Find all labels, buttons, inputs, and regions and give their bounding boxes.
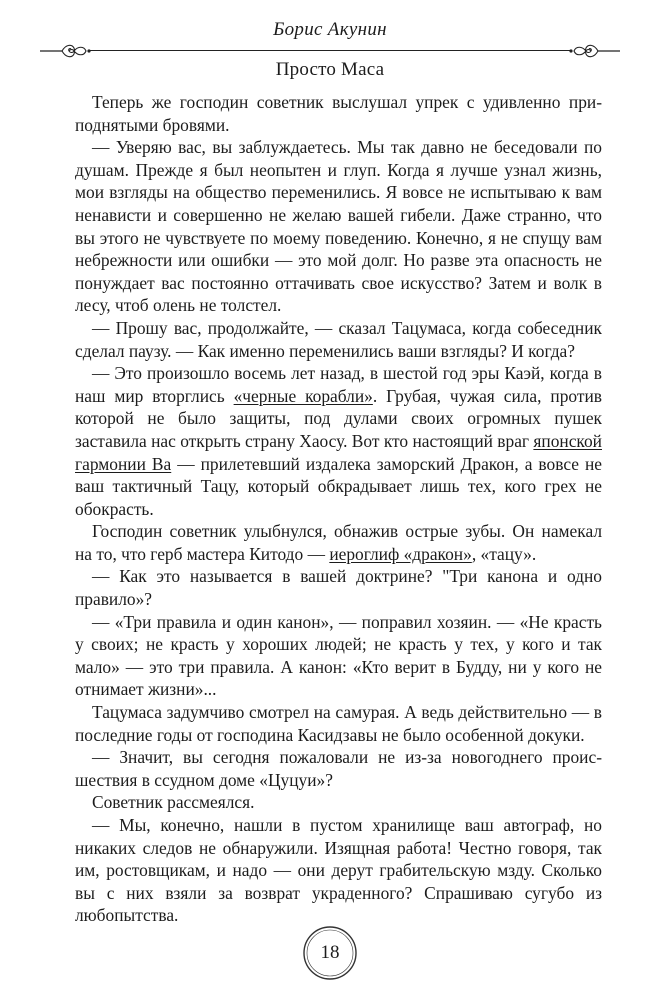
text-run: — Мы, конечно, нашли в пустом хранилище ваш автограф, но никаких следов не обнаружили. Изящная работа! Честно говоря, так им, ростовщикам, и надо — они дерут грабительскую мзду. Сколько вы с них взяли за возврат украденного? Спрашиваю сугубо из любопытства. xyxy=(75,815,602,926)
running-header xyxy=(40,18,620,82)
paragraph xyxy=(75,317,602,362)
underlined-phrase: иероглиф «дракон» xyxy=(329,543,472,564)
paragraph xyxy=(75,565,602,610)
text-run: Советник рассмеялся. xyxy=(92,792,255,813)
body-text xyxy=(75,91,602,927)
text-run: — «Три правила и один канон», — поправил хозяин. — «Не красть у своих; не красть у хороших людей; не красть у тех, у кого и так мало» — это три правила. А канон: «Кто верит в Будду, ни у кого не отнимает жизни»... xyxy=(75,611,602,700)
book-title: Просто Маса xyxy=(275,59,385,80)
text-run: — Это произошло восемь лет назад, в шестой год эры Каэй, когда в наш мир вторглись xyxy=(75,363,602,406)
author-name: Борис Акунин xyxy=(273,19,387,40)
paragraph xyxy=(75,91,602,136)
paragraph xyxy=(75,611,602,701)
paragraph xyxy=(75,362,602,520)
text-run: Теперь же господин советник выслушал упрек с удивленно приподнятыми бровями. xyxy=(75,92,602,135)
text-run: . Грубая, чужая сила, против которой не было защиты, под дулами своих огромных пушек заставила нас открыть страну Хаосу. Вот кто настоящий враг xyxy=(75,385,603,451)
text-run: , «тацу». xyxy=(471,543,537,564)
paragraph xyxy=(75,814,602,927)
header-divider-line xyxy=(90,50,570,51)
text-run: Господин советник улыбнулся, обнажив острые зубы. Он намекал на то, что герб мастера Китодо — xyxy=(75,521,602,564)
underlined-phrase: японской гармонии Ва xyxy=(75,430,602,474)
header-rule xyxy=(40,44,620,58)
text-run: Тацумаса задумчиво смотрел на самурая. А ведь действительно — в последние годы от господина Касидзавы не было особенной докуки. xyxy=(75,702,602,745)
page-number-badge xyxy=(301,924,359,982)
paragraph xyxy=(75,136,602,317)
underlined-phrase: «черные корабли» xyxy=(233,385,373,406)
text-run: — Прошу вас, продолжайте, — сказал Тацумаса, когда собеседник сделал паузу. — Как именно переменились ваши взгляды? И когда? xyxy=(75,317,602,361)
paragraph xyxy=(75,746,602,791)
ornament-right-icon xyxy=(568,42,620,60)
ornament-left-icon xyxy=(40,42,92,60)
paragraph xyxy=(75,520,602,565)
paragraph xyxy=(75,701,602,746)
paragraph xyxy=(75,791,602,814)
page-number: 18 xyxy=(320,942,340,963)
text-run: — прилетевший издалека заморский Дракон, а вовсе не ваш тактичный Тацу, который обкрадывает лишь тех, кого грех не обокрасть. xyxy=(75,453,603,519)
text-run: — Значит, вы сегодня пожаловали не из-за новогоднего происшествия в ссудном доме «Цуцуи»? xyxy=(75,747,602,790)
text-run: — Уверяю вас, вы заблуждаетесь. Мы так давно не беседовали по душам. Прежде я был неопытен и глуп. Когда я лучше узнал жизнь, мои взгляды на общество переменились. Я вовсе не испытываю к вам ненависти и совершенно не желаю вашей гибели. Даже странно, что вы этого не чувствуете по моему поведению. Конечно, я не спущу вам небрежности или ошибки — это мой долг. Но разве эта опасность не понуждает вас постоянно оттачивать свое искусство? Затем и волк в лесу, чтоб олень не толстел. xyxy=(75,137,602,316)
text-run: — Как это называется в вашей доктрине? "Три канона и одно правило»? xyxy=(75,566,602,610)
